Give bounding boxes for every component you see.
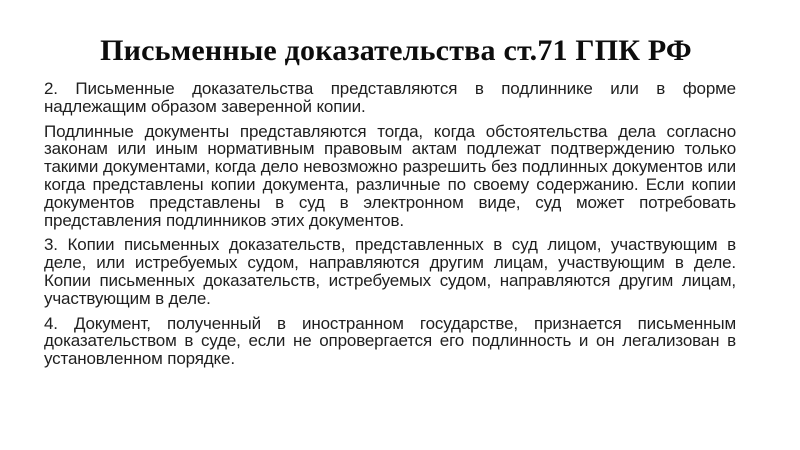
- body-paragraph-3: 3. Копии письменных доказательств, представленных в суд лицом, участвующим в деле, или истребуемых судом, направляются другим лицам, участвующим в деле. Копии письменных доказательств, истребуемых судом, направляются другим лицам, участвующим в деле.: [44, 235, 736, 308]
- body-paragraph-originals: Подлинные документы представляются тогда, когда обстоятельства дела согласно законам или иным нормативным правовым актам подлежат подтверждению только такими документами, когда дело невозможно разрешить без подлинных документов или когда представлены копии документа, различные по своему содержанию. Если копии документов представлены в суд в электронном виде, суд может потребовать представления подлинников этих документов.: [44, 121, 736, 230]
- body-paragraph-4: 4. Документ, полученный в иностранном государстве, признается письменным доказательством в суде, если не опровергается его подлинность и он легализован в установленном порядке.: [44, 313, 736, 369]
- slide-body: [0, 80, 800, 368]
- body-paragraph-2: 2. Письменные доказательства представляются в подлиннике или в форме надлежащим образом заверенной копии.: [44, 79, 736, 116]
- slide-title: Письменные доказательства ст.71 ГПК РФ: [100, 34, 692, 67]
